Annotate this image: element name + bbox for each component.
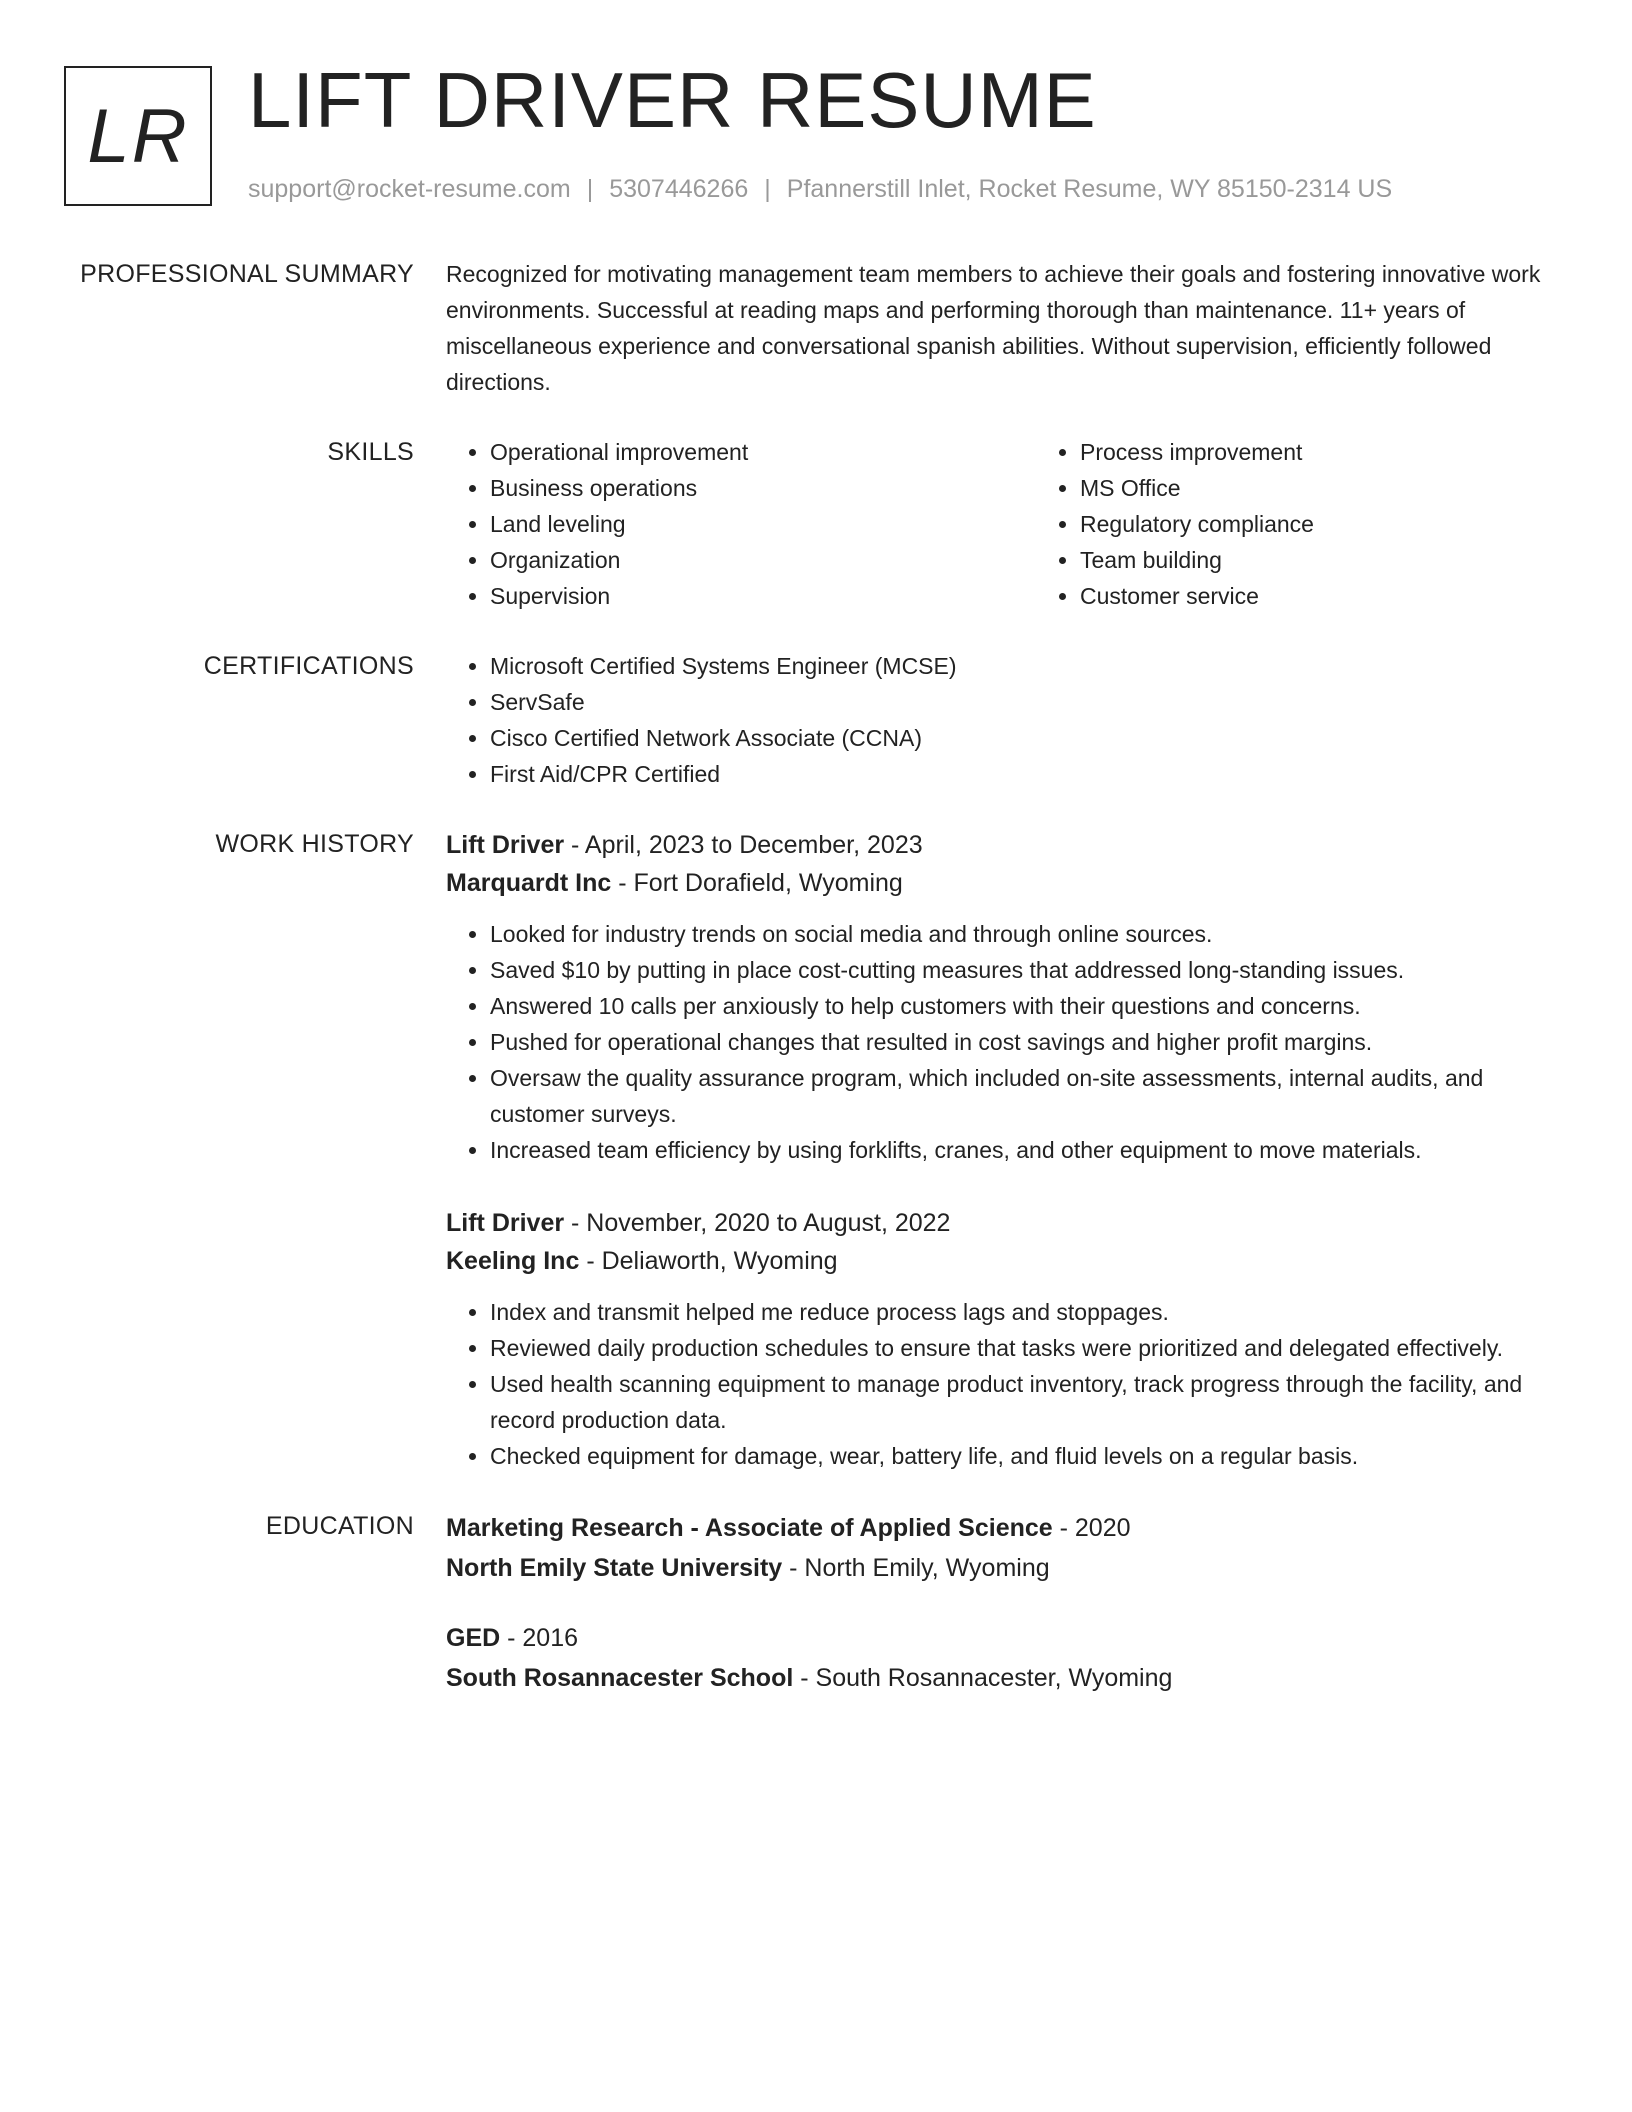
certifications-section — [64, 648, 1568, 792]
certification-item: • First Aid/CPR Certified — [490, 756, 1568, 792]
education-entry — [446, 1508, 1568, 1588]
resume-title: LIFT DRIVER RESUME — [248, 56, 1097, 144]
skill-item: • Team building — [1080, 542, 1626, 578]
skills-column-left — [446, 434, 1036, 614]
skills-grid — [446, 434, 1626, 614]
section-label: EDUCATION — [265, 1512, 414, 1540]
section-label: SKILLS — [327, 438, 414, 466]
contact-separator: | — [764, 175, 771, 203]
certification-item: • ServSafe — [490, 684, 1568, 720]
section-label: CERTIFICATIONS — [203, 652, 414, 680]
job-entry — [446, 1204, 1568, 1474]
job-bullet: • Index and transmit helped me reduce process lags and stoppages. — [490, 1294, 1568, 1330]
contact-separator: | — [586, 175, 594, 203]
job-company: Keeling Inc — [446, 1247, 580, 1275]
section-content — [446, 434, 1626, 614]
skill-item: • Regulatory compliance — [1080, 506, 1626, 542]
education-school: South Rosannacester School — [446, 1664, 794, 1692]
skill-item: • Process improvement — [1080, 434, 1626, 470]
job-title: Lift Driver — [446, 1209, 565, 1237]
education-school-line — [446, 1548, 1568, 1588]
resume-body — [64, 256, 1568, 1732]
skill-item: • Operational improvement — [490, 434, 1036, 470]
job-bullet: • Pushed for operational changes that resulted in cost savings and higher profit margins. — [490, 1024, 1568, 1060]
certification-list — [446, 648, 1568, 792]
job-dates: - April, 2023 to December, 2023 — [564, 831, 923, 859]
skill-item: • Customer service — [1080, 578, 1626, 614]
job-bullet: • Answered 10 calls per anxiously to help customers with their questions and concerns. — [490, 988, 1568, 1024]
education-degree-line — [446, 1618, 1568, 1658]
education-year: - 2016 — [500, 1624, 579, 1652]
education-entry — [446, 1618, 1568, 1698]
education-degree: Marketing Research - Associate of Applied Science — [446, 1514, 1053, 1542]
education-location: - South Rosannacester, Wyoming — [793, 1664, 1173, 1692]
section-label: WORK HISTORY — [215, 830, 414, 858]
education-location: - North Emily, Wyoming — [782, 1554, 1050, 1582]
skill-item: • MS Office — [1080, 470, 1626, 506]
job-location: - Fort Dorafield, Wyoming — [611, 869, 903, 897]
job-bullet: • Reviewed daily production schedules to ensure that tasks were prioritized and delegated effectively. — [490, 1330, 1568, 1366]
job-bullet: • Looked for industry trends on social media and through online sources. — [490, 916, 1568, 952]
certification-item: • Cisco Certified Network Associate (CCNA) — [490, 720, 1568, 756]
job-title: Lift Driver — [446, 831, 565, 859]
skill-item: • Supervision — [490, 578, 1036, 614]
education-section — [64, 1508, 1568, 1698]
skill-item: • Business operations — [490, 470, 1036, 506]
job-dates: - November, 2020 to August, 2022 — [564, 1209, 951, 1237]
summary-section — [64, 256, 1568, 400]
section-content — [446, 826, 1568, 1474]
job-title-line — [446, 1204, 1568, 1242]
skill-item: • Organization — [490, 542, 1036, 578]
certification-item: • Microsoft Certified Systems Engineer (MCSE) — [490, 648, 1568, 684]
job-company: Marquardt Inc — [446, 869, 612, 897]
job-bullet: • Used health scanning equipment to manage product inventory, track progress through the facility, and record production data. — [490, 1366, 1568, 1438]
section-content — [446, 648, 1568, 792]
job-bullet: • Saved $10 by putting in place cost-cutting measures that addressed long-standing issues. — [490, 952, 1568, 988]
monogram-logo: LR — [64, 66, 212, 206]
summary-text: Recognized for motivating management team members to achieve their goals and fostering innovative work environments. Successful at reading maps and performing thorough than maintenance. 11+ years of miscellaneous experience and conversational spanish abilities. Without supervision, efficiently followed directions. — [446, 261, 1541, 395]
job-entry — [446, 826, 1568, 1168]
job-bullets — [446, 1294, 1568, 1474]
skills-column-right — [1036, 434, 1626, 614]
education-degree: GED — [446, 1624, 501, 1652]
job-bullets — [446, 916, 1568, 1168]
education-school: North Emily State University — [446, 1554, 783, 1582]
section-content — [446, 1508, 1568, 1698]
education-school-line — [446, 1658, 1568, 1698]
section-content — [446, 256, 1568, 400]
contact-phone[interactable]: 5307446266 — [609, 175, 749, 203]
skills-section — [64, 434, 1568, 614]
job-bullet: • Checked equipment for damage, wear, battery life, and fluid levels on a regular basis. — [490, 1438, 1568, 1474]
job-bullet: • Increased team efficiency by using forklifts, cranes, and other equipment to move materials. — [490, 1132, 1568, 1168]
skill-item: • Land leveling — [490, 506, 1036, 542]
contact-line — [248, 174, 1392, 204]
job-title-line — [446, 826, 1568, 864]
work-history-section — [64, 826, 1568, 1474]
job-company-line — [446, 1242, 1568, 1280]
job-bullet: • Oversaw the quality assurance program, which included on-site assessments, internal audits, and customer surveys. — [490, 1060, 1568, 1132]
education-year: - 2020 — [1052, 1514, 1131, 1542]
contact-email[interactable]: support@rocket-resume.com — [248, 175, 571, 203]
education-degree-line — [446, 1508, 1568, 1548]
contact-address: Pfannerstill Inlet, Rocket Resume, WY 85150-2314 US — [786, 175, 1393, 203]
job-company-line — [446, 864, 1568, 902]
job-location: - Deliaworth, Wyoming — [579, 1247, 838, 1275]
section-label: PROFESSIONAL SUMMARY — [80, 260, 414, 288]
